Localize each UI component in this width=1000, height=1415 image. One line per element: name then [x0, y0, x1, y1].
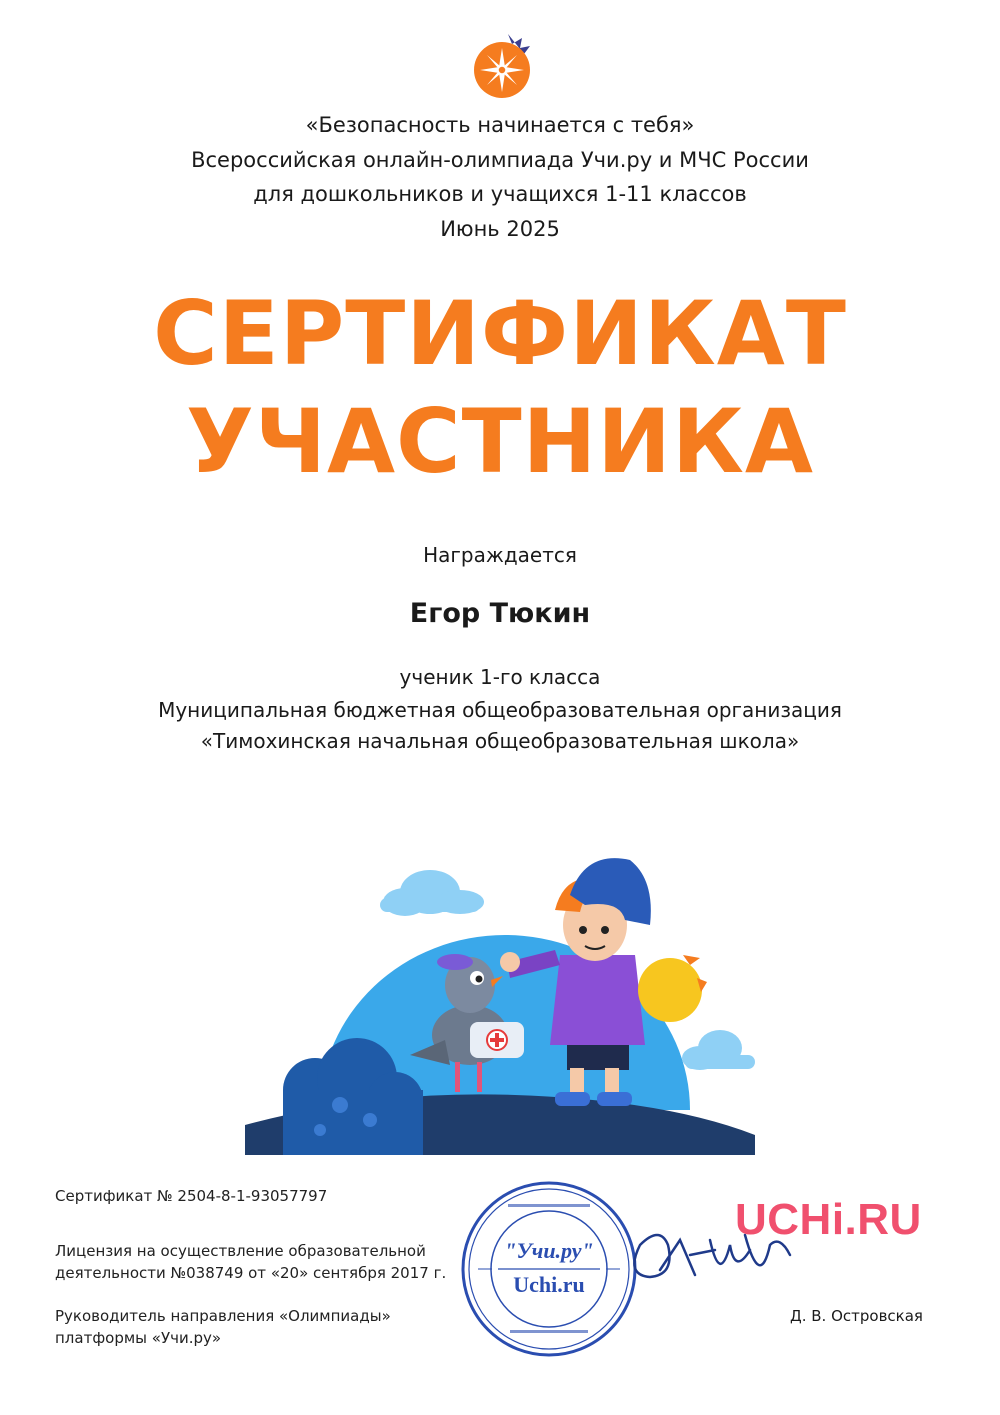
license-line1: Лицензия на осуществление образовательной: [55, 1242, 426, 1260]
school-type: Муниципальная бюджетная общеобразовательная организация: [158, 698, 842, 722]
director-line1: Руководитель направления «Олимпиады»: [55, 1307, 391, 1325]
boy-and-pigeon-illustration: [245, 850, 755, 1155]
license-line2: деятельности №038749 от «20» сентября 2017 г.: [55, 1264, 447, 1282]
olympiad-slogan: «Безопасность начинается с тебя»: [305, 113, 695, 137]
stamp-center-top: "Учи.ру": [504, 1238, 594, 1263]
cloud-icon: [380, 870, 484, 916]
certificate-number: Сертификат № 2504-8-1-93057797: [55, 1187, 328, 1205]
certificate-title-line1: СЕРТИФИКАТ: [153, 282, 847, 385]
recipient-grade: ученик 1-го класса: [399, 665, 601, 689]
signer-name: Д. В. Островская: [790, 1307, 923, 1325]
certificate-title: [0, 280, 1000, 496]
school-name: «Тимохинская начальная общеобразовательная школа»: [200, 729, 800, 753]
certificate-title-line2: УЧАСТНИКА: [185, 390, 814, 493]
official-stamp: [458, 1178, 640, 1360]
emergency-emblem-icon: [470, 32, 534, 100]
olympiad-date: Июнь 2025: [440, 217, 560, 241]
awarded-label: Награждается: [423, 543, 577, 567]
director-line2: платформы «Учи.ру»: [55, 1329, 222, 1347]
director-title: [55, 1305, 391, 1349]
olympiad-name: Всероссийская онлайн-олимпиада Учи.ру и МЧС России: [191, 148, 809, 172]
olympiad-audience: для дошкольников и учащихся 1-11 классов: [253, 182, 747, 206]
license-info: [55, 1240, 446, 1284]
recipient-name: Егор Тюкин: [409, 598, 591, 629]
stamp-center-bottom: Uchi.ru: [513, 1272, 585, 1297]
uchi-ru-logo: UCHi.RU: [735, 1195, 922, 1244]
